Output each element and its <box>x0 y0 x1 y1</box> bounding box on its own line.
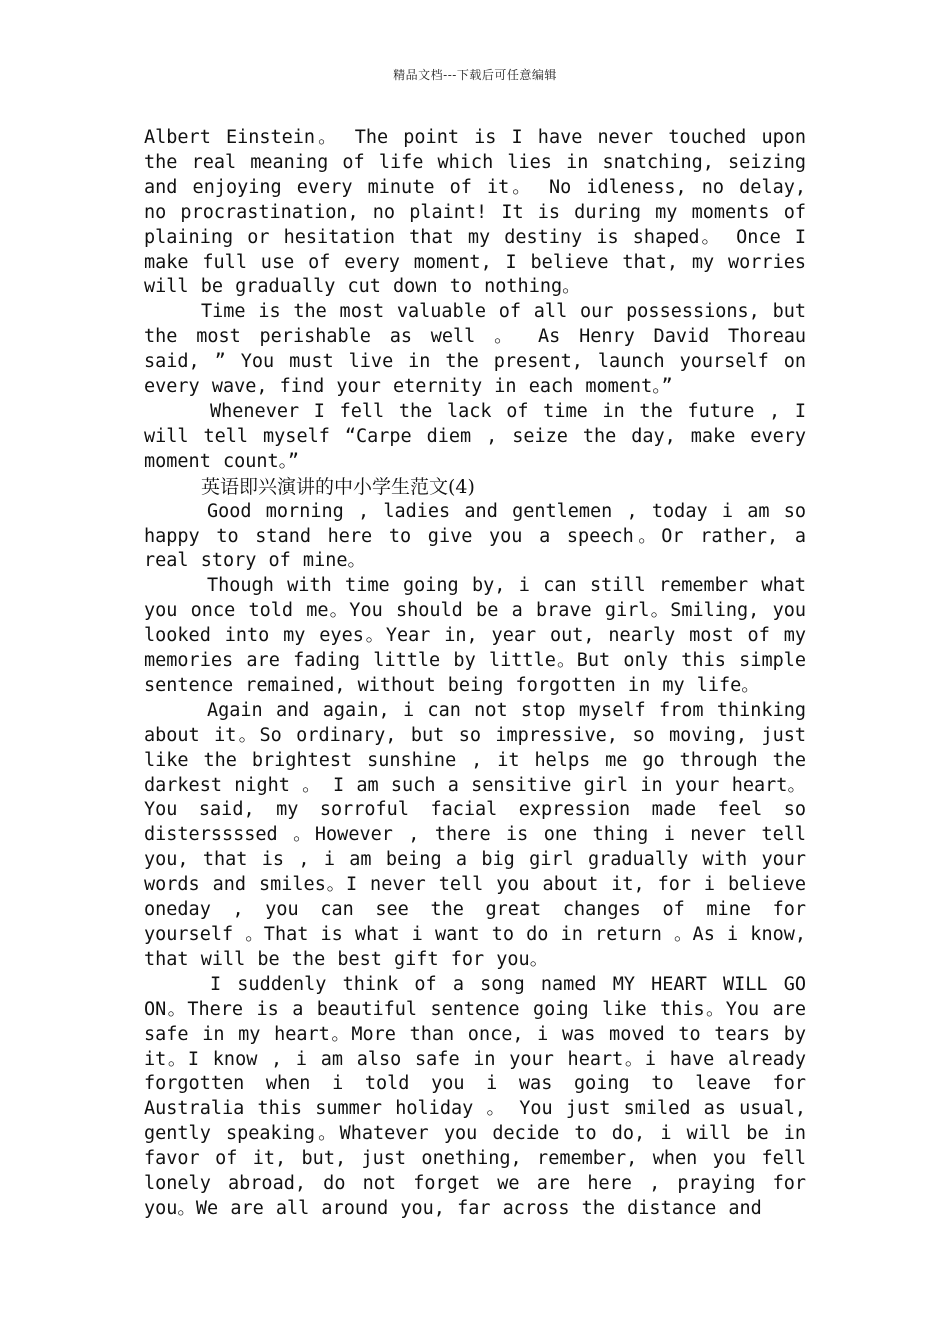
paragraph-remember: Though with time going by, i can still remember what you once told me。You should be a brave girl。Smiling, you looked into my eyes。Year in, year out, nearly most of my memories are fading little by little。But only this simple sentence remained, without being forgotten in my life。 <box>144 575 806 696</box>
section-heading: 英语即兴演讲的中小学生范文(4) <box>201 475 475 498</box>
document-body <box>144 126 806 1222</box>
paragraph-again-and-again: Again and again, i can not stop myself from thinking about it。So ordinary, but so impressive, so moving, just like the brightest sunshine , it helps me go through the darkest night 。 I am such a sensitive girl in your heart。You said, my sorroful facial expression made feel so disterssssed 。However , there is one thing i never tell you, that is , i am being a big girl gradually with your words and smiles。I never tell you about it, for i believe oneday , you can see the great changes of mine for yourself 。That is what i want to do in return 。As i know, that will be the best gift for you。 <box>144 699 806 970</box>
paragraph-my-heart-will-go-on: I suddenly think of a song named MY HEART WILL GO ON。There is a beautiful sentence going like this。You are safe in my heart。More than once, i was moved to tears by it。I know , i am also safe in your heart。i have already forgotten when i told you i was going to leave for Australia this summer holiday 。 You just smiled as usual, gently speaking。Whatever you decide to do, i will be in favor of it, but, just onething, remember, when you fell lonely abroad, do not forget we are here , praying for you。We are all around you, far across the distance and <box>144 973 806 1219</box>
page-header: 精品文档---下载后可任意编辑 <box>393 68 557 82</box>
paragraph-time-valuable: Time is the most valuable of all our possessions, but the most perishable as well 。 As Henry David Thoreau said, ” You must live in the present, launch yourself on every wave, find your eternity in each moment。” <box>144 301 806 398</box>
paragraph-good-morning: Good morning , ladies and gentlemen , today i am so happy to stand here to give you a speech。Or rather, a real story of mine。 <box>144 500 806 572</box>
paragraph-einstein: Albert Einstein。 The point is I have never touched upon the real meaning of life which lies in snatching, seizing and enjoying every minute of it。 No idleness, no delay, no procrastination, no plaint! It is during my moments of plaining or hesitation that my destiny is shaped。 Once I make full use of every moment, I believe that, my worries will be gradually cut down to nothing。 <box>144 127 806 298</box>
paragraph-carpe-diem: Whenever I fell the lack of time in the future , I will tell myself “Carpe diem , seize the day, make every moment count。” <box>144 400 806 472</box>
